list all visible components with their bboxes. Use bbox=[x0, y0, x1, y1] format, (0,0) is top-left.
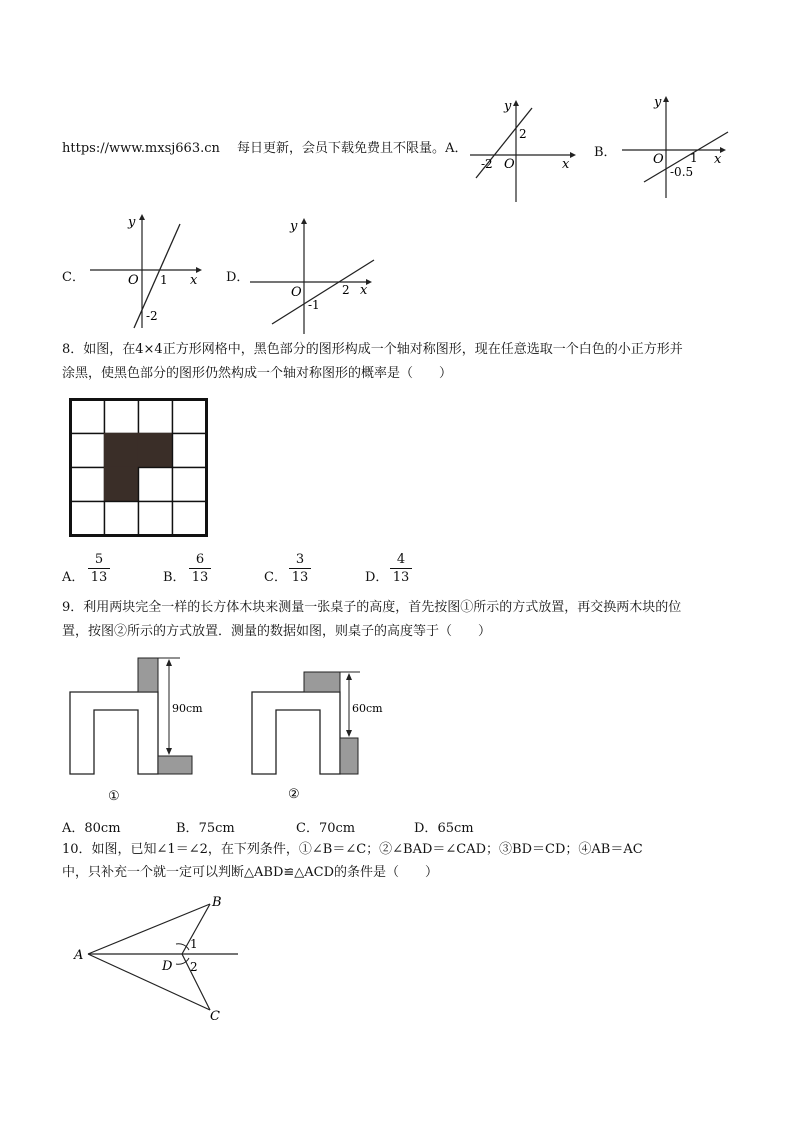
q9-option-c-text: 70cm bbox=[318, 821, 356, 836]
q9-line-2: 置，按图②所示的方式放置．测量的数据如图，则桌子的高度等于（ ） bbox=[62, 624, 492, 639]
q7-graph-d bbox=[248, 212, 376, 336]
grid-cell-black bbox=[139, 434, 173, 468]
q9-option-a-text: 80cm bbox=[84, 821, 121, 836]
q7b-origin: O bbox=[653, 152, 664, 167]
q8-option-b-den: 13 bbox=[191, 570, 209, 585]
q7d-tick-y: -1 bbox=[308, 298, 320, 312]
q7-graph-a bbox=[466, 98, 576, 204]
q10-angle-1: 1 bbox=[190, 937, 198, 951]
q10-line-2: 中，只补充一个就一定可以判断△ABD≌△ACD的条件是（ ） bbox=[62, 865, 439, 880]
grid-cell-white bbox=[139, 468, 173, 502]
q7d-y-label: y bbox=[290, 219, 298, 234]
grid-cell-black bbox=[105, 468, 139, 502]
q10-label-d: D bbox=[162, 959, 173, 974]
q9-fig1-measure: 90cm bbox=[172, 702, 203, 715]
header-note: 每日更新，会员下载免费且不限量。 bbox=[237, 141, 446, 156]
q9-fig2-caption: ② bbox=[288, 787, 300, 802]
q9-fig1-caption: ① bbox=[108, 789, 120, 804]
q7b-y-label: y bbox=[654, 95, 662, 110]
q9-line-1: 9．利用两块完全一样的长方体木块来测量一张桌子的高度，首先按图①所示的方式放置，再交换两木块的位 bbox=[62, 600, 682, 615]
q7c-x-label: x bbox=[190, 273, 198, 288]
q8-option-d-fraction bbox=[390, 552, 412, 585]
grid-cell-white bbox=[173, 468, 207, 502]
q8-option-c-num: 3 bbox=[295, 552, 305, 567]
grid-cell-white bbox=[71, 400, 105, 434]
q7b-tick-x: 1 bbox=[690, 151, 698, 165]
q7-option-a-letter: A． bbox=[445, 141, 468, 156]
q7-option-b-letter: B． bbox=[594, 145, 617, 160]
grid-cell-white bbox=[71, 468, 105, 502]
q9-option-d-text: 65cm bbox=[437, 821, 474, 836]
q8-option-b-fraction bbox=[189, 552, 211, 585]
q7d-x-label: x bbox=[360, 283, 368, 298]
q7-option-c-letter: C． bbox=[62, 270, 85, 285]
q9-figure-1 bbox=[66, 654, 206, 804]
q9-option-b bbox=[176, 817, 235, 836]
q8-line-2: 涂黑，使黑色部分的图形仍然构成一个轴对称图形的概率是（ ） bbox=[62, 366, 453, 381]
q10-label-b: B bbox=[212, 895, 222, 910]
grid-cell-black bbox=[105, 434, 139, 468]
q7a-origin: O bbox=[504, 157, 515, 172]
q8-option-b-num: 6 bbox=[195, 552, 205, 567]
q9-option-c bbox=[296, 817, 355, 836]
q9-option-b-letter: B． bbox=[176, 821, 199, 836]
q8-option-d-den: 13 bbox=[392, 570, 410, 585]
grid-cell-white bbox=[105, 400, 139, 434]
q7-option-d-letter: D． bbox=[226, 270, 250, 285]
q7-graph-c bbox=[88, 210, 206, 330]
q10-figure bbox=[70, 890, 250, 1025]
q7c-y-label: y bbox=[128, 215, 136, 230]
q9-figure-2 bbox=[248, 664, 388, 804]
q10-label-a: A bbox=[74, 948, 84, 963]
q9-option-a bbox=[62, 817, 121, 836]
grid-cell-white bbox=[139, 502, 173, 536]
q8-option-c-fraction bbox=[289, 552, 311, 585]
q7c-origin: O bbox=[128, 273, 139, 288]
q8-option-b-letter: B． bbox=[163, 570, 186, 585]
q8-grid-figure bbox=[69, 398, 209, 538]
q8-option-c-den: 13 bbox=[291, 570, 309, 585]
q7c-tick-x: 1 bbox=[160, 273, 168, 287]
q9-option-a-letter: A． bbox=[62, 821, 85, 836]
q7c-tick-y: -2 bbox=[146, 309, 158, 323]
q9-option-d-letter: D． bbox=[414, 821, 438, 836]
q8-option-a-num: 5 bbox=[94, 552, 104, 567]
grid-cell-white bbox=[105, 502, 139, 536]
q10-line-1: 10．如图，已知∠1＝∠2，在下列条件，①∠B＝∠C；②∠BAD＝∠CAD；③BD＝CD；④AB＝AC bbox=[62, 842, 643, 857]
q8-option-d-num: 4 bbox=[396, 552, 406, 567]
q9-option-c-letter: C． bbox=[296, 821, 319, 836]
q9-option-b-text: 75cm bbox=[198, 821, 235, 836]
q7a-x-label: x bbox=[562, 157, 570, 172]
q10-angle-2: 2 bbox=[190, 960, 198, 974]
q8-option-d-letter: D． bbox=[365, 570, 389, 585]
q8-option-a-den: 13 bbox=[90, 570, 108, 585]
q8-option-a-letter: A． bbox=[62, 570, 85, 585]
q10-label-c: C bbox=[210, 1009, 220, 1024]
grid-cell-white bbox=[173, 434, 207, 468]
q8-line-1: 8．如图，在4×4正方形网格中，黑色部分的图形构成一个轴对称图形，现在任意选取一个白色的小正方形并 bbox=[62, 342, 683, 357]
grid-cell-white bbox=[173, 502, 207, 536]
q8-option-c-letter: C． bbox=[264, 570, 287, 585]
q7-graph-b bbox=[620, 94, 730, 200]
q8-option-a-fraction bbox=[88, 552, 110, 585]
q9-fig2-measure: 60cm bbox=[352, 702, 383, 715]
q7a-tick-x: -2 bbox=[481, 157, 493, 171]
q7d-tick-x: 2 bbox=[342, 283, 350, 297]
grid-cell-white bbox=[71, 434, 105, 468]
q7a-tick-y: 2 bbox=[519, 127, 527, 141]
grid-cell-white bbox=[173, 400, 207, 434]
q7b-x-label: x bbox=[714, 152, 722, 167]
header-url: https://www.mxsj663.cn bbox=[62, 141, 220, 156]
q9-option-d bbox=[414, 817, 474, 836]
grid-cell-white bbox=[139, 400, 173, 434]
header-line bbox=[62, 139, 467, 159]
grid-cell-white bbox=[71, 502, 105, 536]
q7d-origin: O bbox=[291, 285, 302, 300]
q7a-y-label: y bbox=[504, 99, 512, 114]
q7b-tick-y: -0.5 bbox=[670, 165, 694, 179]
